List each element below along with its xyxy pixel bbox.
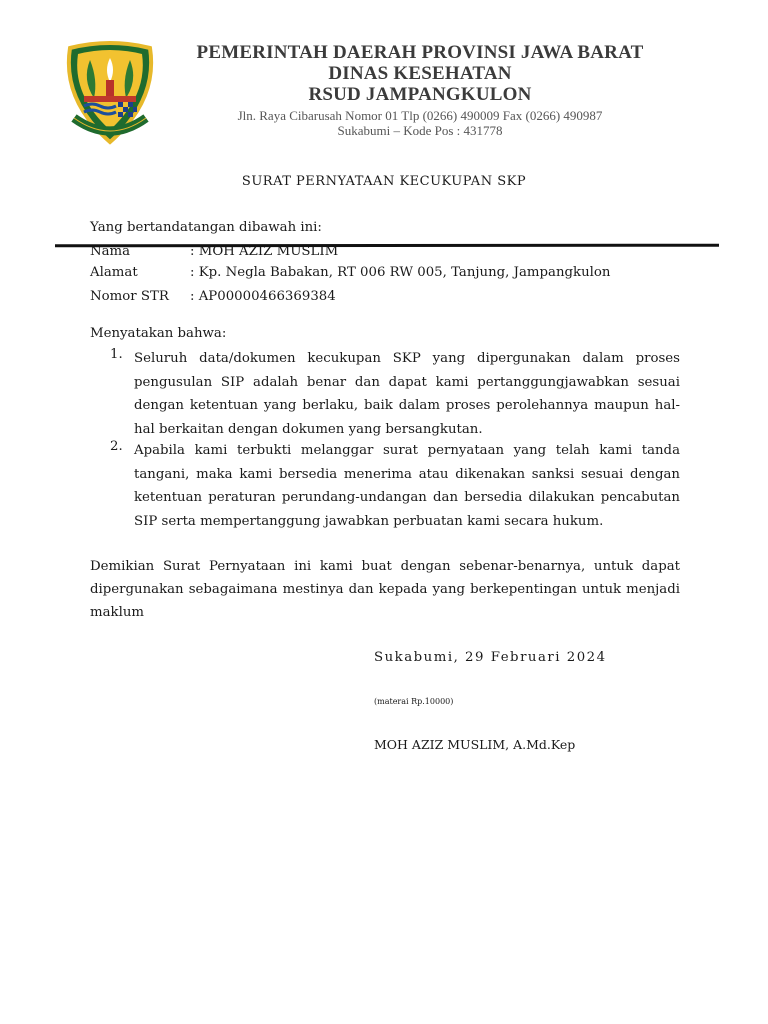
item-text: Apabila kami terbukti melanggar surat pernyataan yang telah kami tanda tangani, maka kami bersedia menerima atau dikenakan sanksi sesuai dengan ketentuan peraturan perundang-undangan dan bersedia dilakukan pencabutan SIP serta mempertanggung jawabkan perbuatan kami secara hukum. — [134, 443, 680, 529]
closing-paragraph: Demikian Surat Pernyataan ini kami buat dengan sebenar-benarnya, untuk dapat dipergunakan sebagaimana mestinya dan kepada yang berkepentingan untuk menjadi maklum — [90, 559, 680, 620]
intro-text: Yang bertandatangan dibawah ini: — [90, 220, 322, 235]
horizontal-rule — [55, 244, 719, 248]
letterhead-text — [170, 42, 670, 138]
place-date: Sukabumi, 29 Februari 2024 — [374, 650, 607, 665]
field-value: : MOH AZIZ MUSLIM — [190, 244, 339, 259]
statement-intro: Menyatakan bahwa: — [90, 326, 227, 341]
stamp-note: (materai Rp.10000) — [374, 697, 454, 706]
address-line: Jln. Raya Cibarusah Nomor 01 Tlp (0266) 490009 Fax (0266) 490987 — [237, 108, 603, 123]
government-name: PEMERINTAH DAERAH PROVINSI JAWA BARAT — [196, 42, 644, 63]
field-value: : Kp. Negla Babakan, RT 006 RW 005, Tanjung, Jampangkulon — [190, 265, 611, 280]
hospital-name: RSUD JAMPANGKULON — [308, 84, 532, 105]
letterhead — [0, 0, 768, 140]
field-label: Nama — [90, 244, 131, 259]
signatory-name: MOH AZIZ MUSLIM, A.Md.Kep — [374, 737, 576, 752]
field-value: : AP00000466369384 — [190, 289, 336, 304]
item-number: 2. — [110, 439, 123, 454]
field-label: Alamat — [90, 265, 138, 280]
item-text: Seluruh data/dokumen kecukupan SKP yang dipergunakan dalam proses pengusulan SIP adalah benar dan dapat kami pertanggungjawabkan sesuai dengan ketentuan yang berlaku, baik dalam proses perolehannya maupun hal-hal berkaitan dengan dokumen yang bersangkutan. — [134, 351, 680, 437]
west-java-emblem-icon — [60, 40, 160, 146]
item-number: 1. — [110, 347, 123, 362]
department-name: DINAS KESEHATAN — [328, 63, 512, 84]
letter-title: SURAT PERNYATAAN KECUKUPAN SKP — [241, 174, 527, 189]
field-label: Nomor STR — [90, 289, 169, 304]
postal-line: Sukabumi – Kode Pos : 431778 — [337, 123, 503, 138]
